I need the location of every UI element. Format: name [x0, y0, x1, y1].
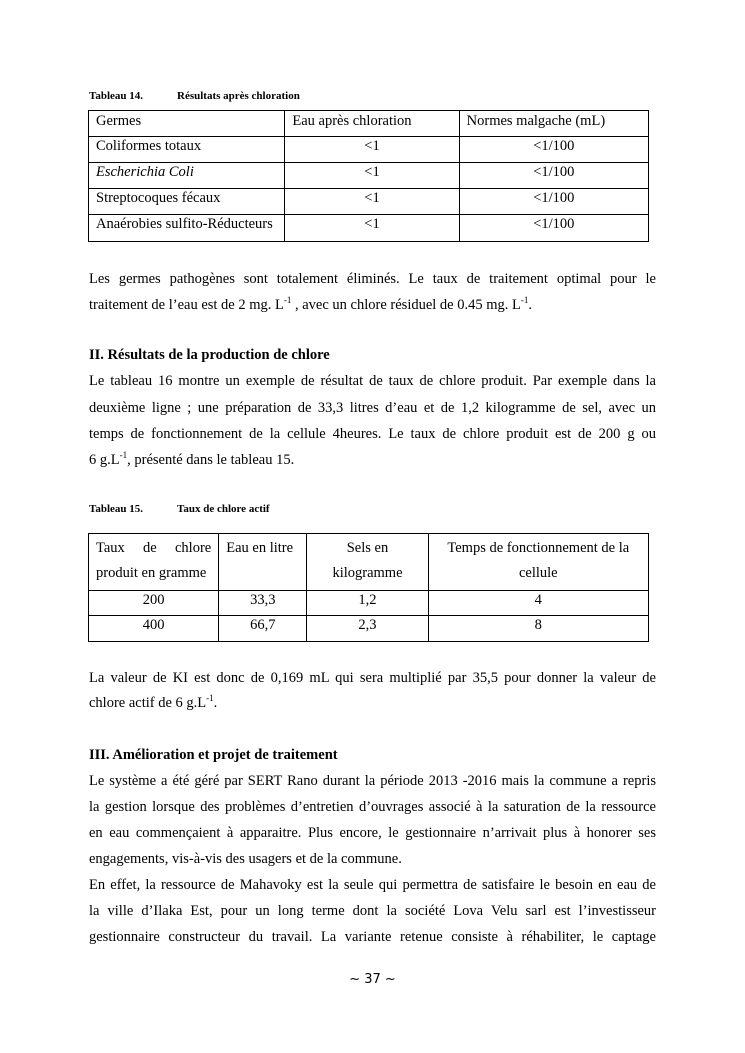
table-header-row: Germes Eau après chloration Normes malgache (mL) [89, 111, 649, 137]
paragraph-line: la ville d’Ilaka Est, pour un long terme dont la société Lova Velu sarl est l’investisseur [89, 903, 656, 919]
table15 [88, 533, 649, 642]
paragraph-line: 6 $g.L^{-1}$, présenté dans le tableau 15. [89, 450, 295, 468]
table-row: Coliformes totaux <1 <1/100 [89, 137, 649, 163]
table-row: 200 33,3 1,2 4 [89, 591, 649, 616]
paragraph-line: La valeur de KI est donc de 0,169 mL qui sera multiplié par 35,5 pour donner la valeur de [89, 670, 656, 686]
table15-caption: Tableau 15. Taux de chlore actif [89, 503, 270, 515]
table-row: 400 66,7 2,3 8 [89, 616, 649, 642]
paragraph-line: temps de fonctionnement de la cellule 4heures. Le taux de chlore produit est de 200 g ou [89, 426, 656, 442]
table-row: Streptocoques fécaux <1 <1/100 [89, 189, 649, 215]
table-row: Escherichia Coli <1 <1/100 [89, 163, 649, 189]
paragraph-line: Le tableau 16 montre un exemple de résultat de taux de chlore produit. Par exemple dans la [89, 373, 656, 389]
page-number: ~ 37 ~ [349, 972, 396, 987]
table-row: Anaérobies sulfito-Réducteurs <1 <1/100 [89, 215, 649, 242]
table14 [88, 110, 649, 242]
paragraph-line: gestionnaire constructeur du travail. La variante retenue consiste à réhabiliter, le captage [89, 929, 656, 945]
paragraph-line: En effet, la ressource de Mahavoky est la seule qui permettra de satisfaire le besoin en eau de [89, 877, 656, 893]
table14-caption: Tableau 14. Résultats après chloration [89, 90, 300, 102]
paragraph-line: deuxième ligne ; une préparation de 33,3 litres d’eau et de 1,2 kilogramme de sel, avec un [89, 400, 656, 416]
paragraph-line: chlore actif de 6 $g.L^{-1}$. [89, 693, 218, 711]
section-heading: III. Amélioration et projet de traitement [89, 747, 338, 763]
paragraph-line: Les germes pathogènes sont totalement éliminés. Le taux de traitement optimal pour le [89, 271, 656, 287]
paragraph-line: la gestion lorsque des problèmes d’entretien d’ouvrages associé à la saturation de la ressource [89, 799, 656, 815]
paragraph-line: traitement de l’eau est de 2 mg. $L^{-1}$ , avec un chlore résiduel de 0.45 mg. $L^{-1}$. [89, 295, 533, 313]
paragraph-line: Le système a été géré par SERT Rano durant la période 2013 -2016 mais la commune a repris [89, 773, 656, 789]
paragraph-line: engagements, vis-à-vis des usagers et de la commune. [89, 851, 402, 867]
table-header-row: Taux de chlore produit en gramme Eau en litre Sels en kilogramme Temps de fonctionnement de la cellule [89, 534, 649, 591]
section-heading: II. Résultats de la production de chlore [89, 347, 330, 363]
paragraph-line: en eau commençaient à apparaitre. Plus encore, le gestionnaire n’arrivait plus à honorer ses [89, 825, 656, 841]
